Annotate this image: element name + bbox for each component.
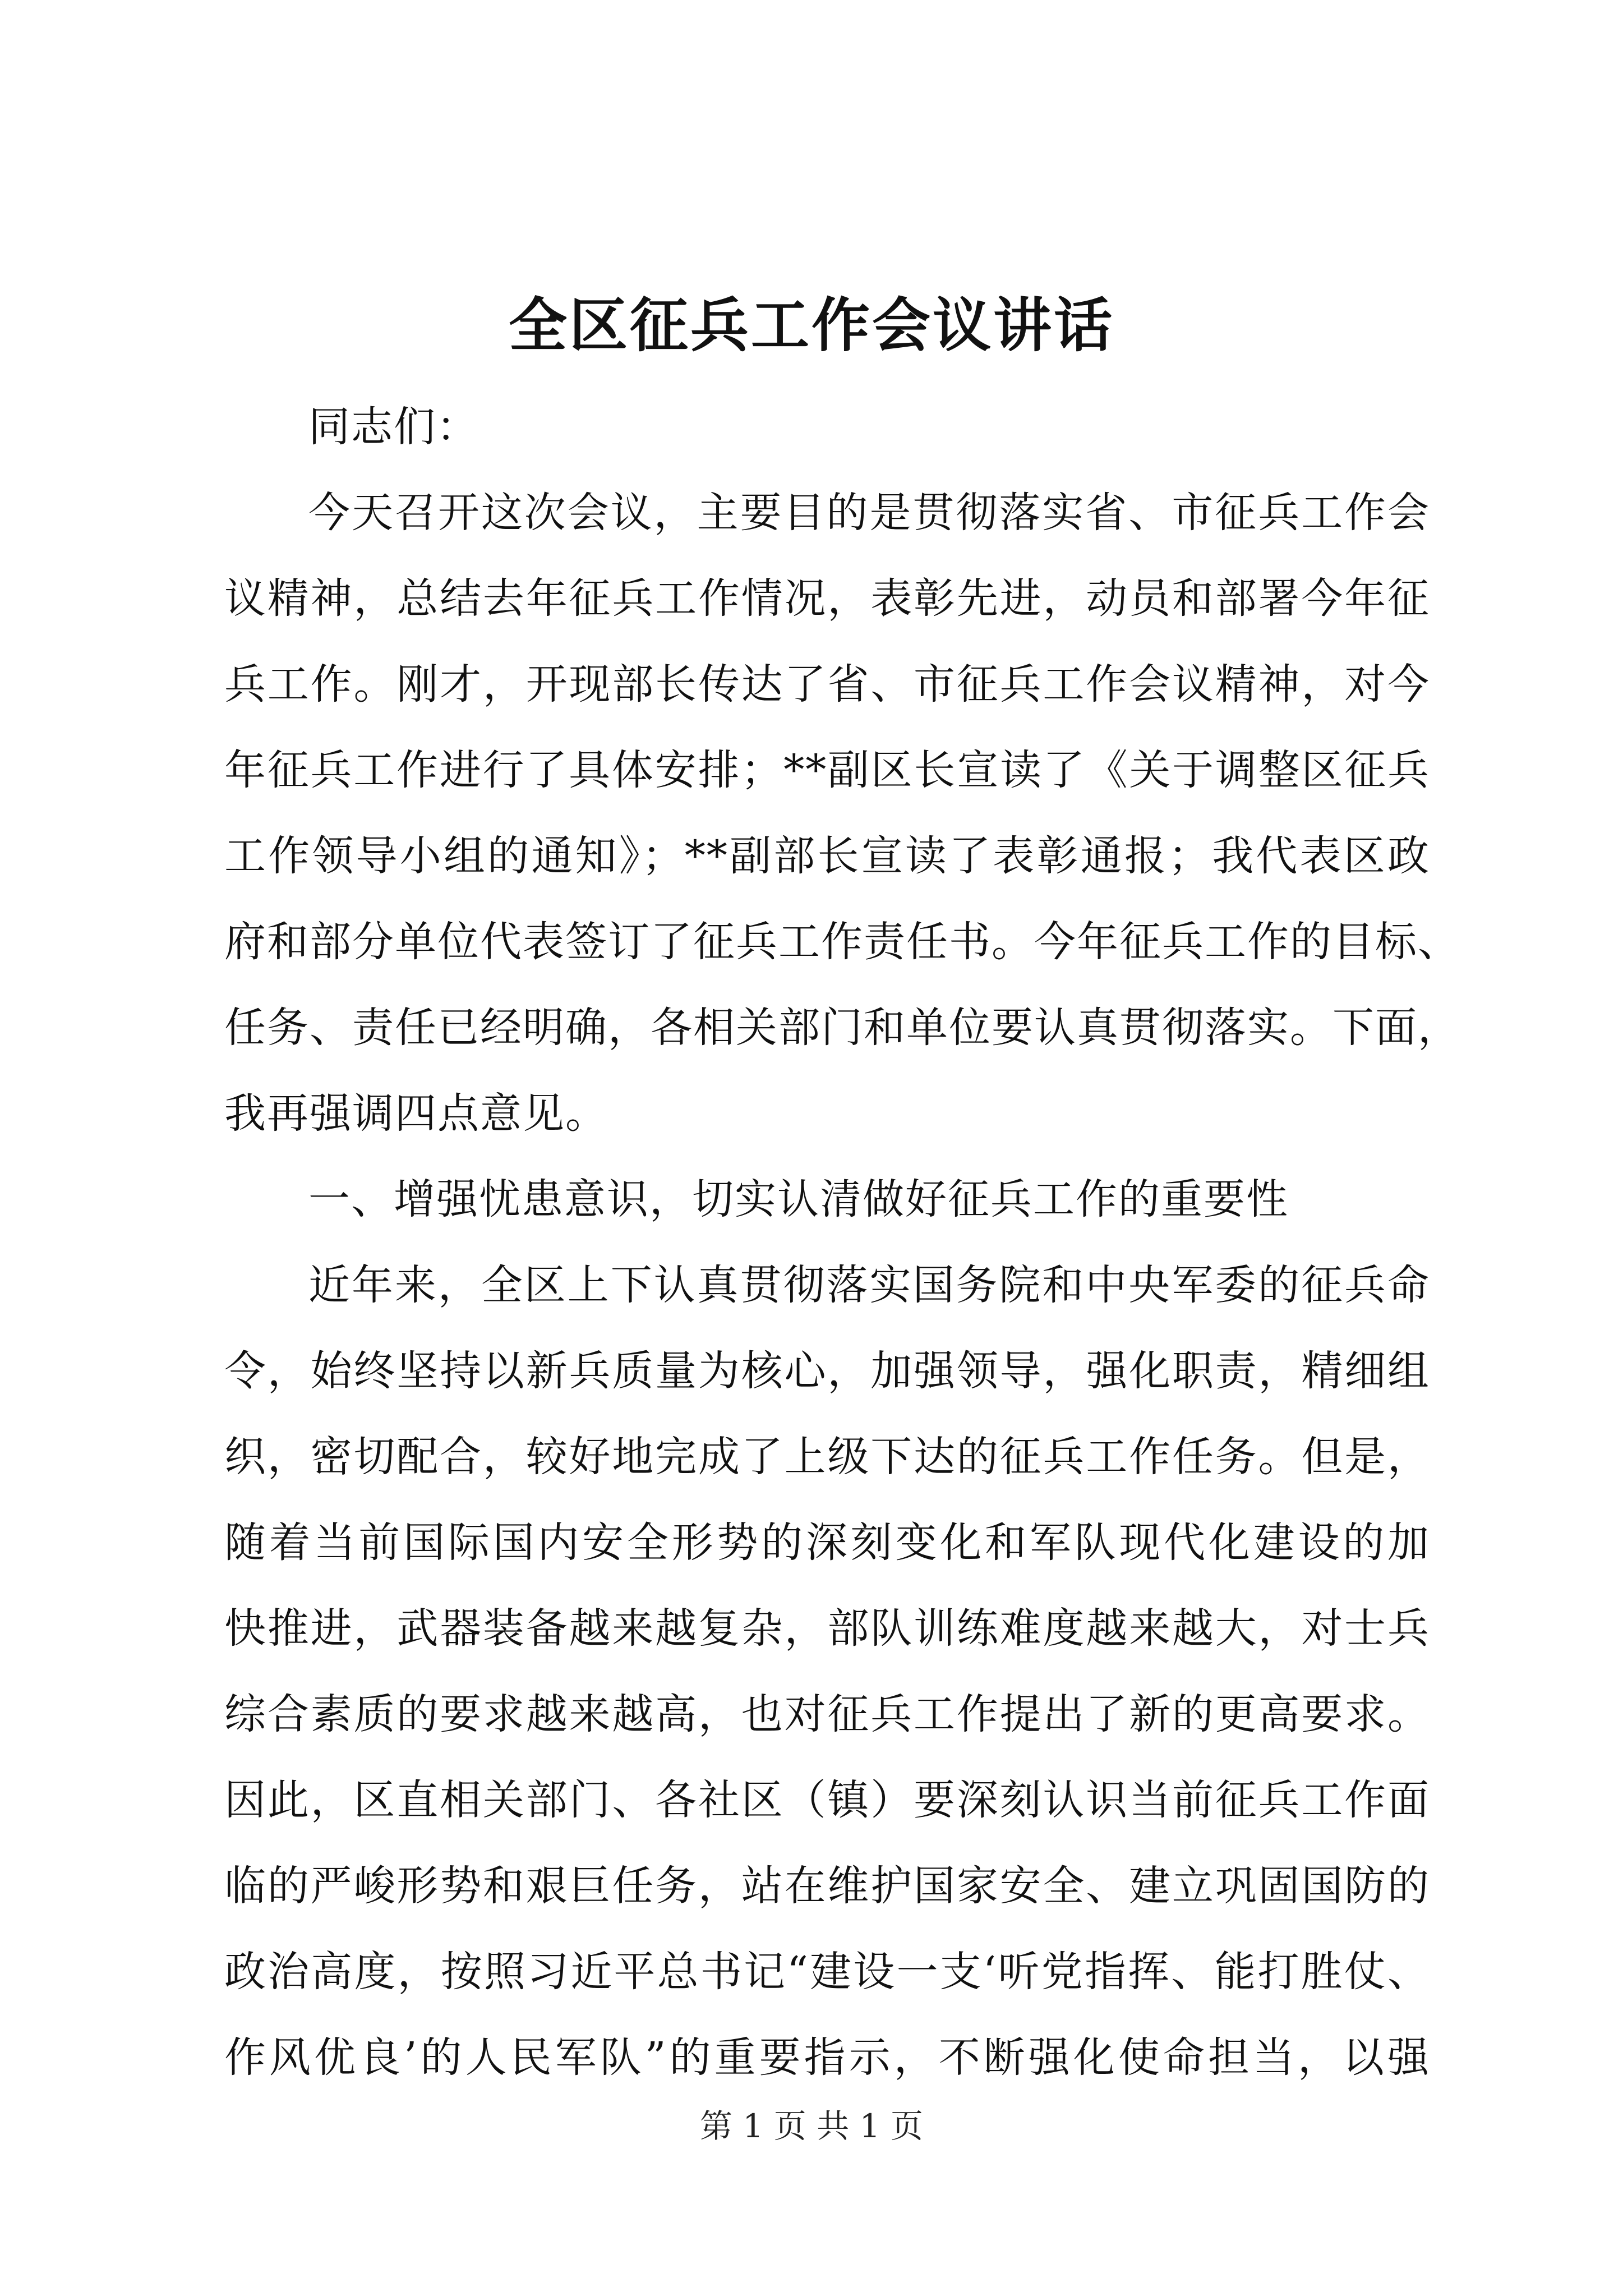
salutation: 同志们：: [308, 403, 479, 451]
paragraph-line: 议精神，总结去年征兵工作情况，表彰先进，动员和部署今年征: [224, 574, 1430, 623]
paragraph-line: 我再强调四点意见。: [224, 1089, 608, 1138]
paragraph-line: 令，始终坚持以新兵质量为核心，加强领导，强化职责，精细组: [224, 1347, 1430, 1395]
paragraph-line: 工作领导小组的通知》；**副部长宣读了表彰通报；我代表区政: [224, 832, 1430, 880]
paragraph-line: 任务、责任已经明确，各相关部门和单位要认真贯彻落实。下面，: [224, 1004, 1460, 1052]
paragraph-line: 织，密切配合，较好地完成了上级下达的征兵工作任务。但是，: [224, 1433, 1430, 1481]
paragraph-line: 随着当前国际国内安全形势的深刻变化和军队现代化建设的加: [224, 1519, 1430, 1567]
section-heading: 一、增强忧患意识，切实认清做好征兵工作的重要性: [308, 1175, 1289, 1223]
paragraph-line: 综合素质的要求越来越高，也对征兵工作提出了新的更高要求。: [224, 1690, 1430, 1738]
document-body: [224, 384, 1460, 2101]
paragraph-line: 临的严峻形势和艰巨任务，站在维护国家安全、建立巩固国防的: [224, 1862, 1430, 1910]
paragraph-line: 因此，区直相关部门、各社区（镇）要深刻认识当前征兵工作面: [224, 1776, 1430, 1824]
paragraph-line: 快推进，武器装备越来越复杂，部队训练难度越来越大，对士兵: [224, 1604, 1430, 1653]
document-title: 全区征兵工作会议讲话: [508, 291, 1114, 360]
paragraph-line: 作风优良’的人民军队”的重要指示，不断强化使命担当，以强: [224, 2033, 1430, 2082]
paragraph-line: 兵工作。刚才，开现部长传达了省、市征兵工作会议精神，对今: [224, 660, 1430, 708]
paragraph-line: 年征兵工作进行了具体安排；**副区长宣读了《关于调整区征兵: [224, 746, 1430, 794]
paragraph-line: 府和部分单位代表签订了征兵工作责任书。今年征兵工作的目标、: [224, 918, 1460, 966]
paragraph-line: 今天召开这次会议，主要目的是贯彻落实省、市征兵工作会: [308, 489, 1430, 537]
paragraph-line: 近年来，全区上下认真贯彻落实国务院和中央军委的征兵命: [308, 1261, 1430, 1309]
page-number: 第 1 页 共 1 页: [700, 2107, 923, 2145]
paragraph-line: 政治高度，按照习近平总书记“建设一支‘听党指挥、能打胜仗、: [224, 1948, 1430, 1996]
